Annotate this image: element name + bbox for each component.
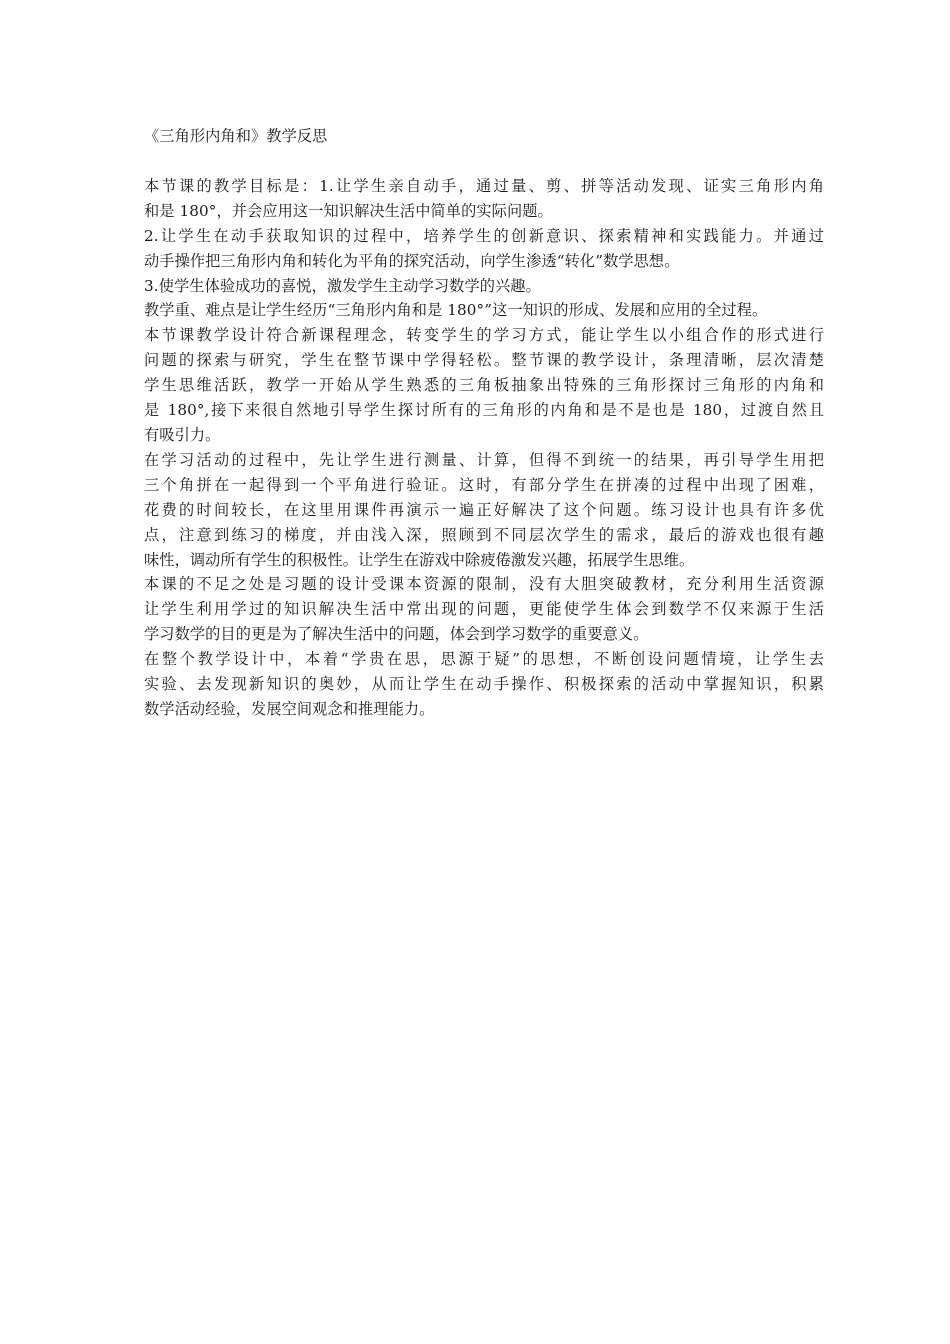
text-line: 有吸引力。 bbox=[144, 425, 221, 444]
text-line: 味性，调动所有学生的积极性。让学生在游戏中除疲倦激发兴趣，拓展学生思维。 bbox=[144, 550, 695, 569]
paragraph bbox=[144, 298, 824, 323]
text-line: 学生思维活跃，教学一开始从学生熟悉的三角板抽象出特殊的三角形探讨三角形的内角和 bbox=[144, 376, 824, 395]
text-line: 动手操作把三角形内角和转化为平角的探究活动，向学生渗透“转化”数学思想。 bbox=[144, 251, 680, 270]
text-line: 2.让学生在动手获取知识的过程中，培养学生的创新意识、探索精神和实践能力。并通过 bbox=[144, 226, 824, 245]
text-line: 在学习活动的过程中，先让学生进行测量、计算，但得不到统一的结果，再引导学生用把 bbox=[144, 450, 824, 469]
text-line: 在整个教学设计中，本着“学贵在思，思源于疑”的思想，不断创设问题情境，让学生去 bbox=[144, 650, 824, 669]
text-line: 和是 180°，并会应用这一知识解决生活中简单的实际问题。 bbox=[144, 201, 553, 220]
text-line: 3.使学生体验成功的喜悦，激发学生主动学习数学的兴趣。 bbox=[144, 276, 541, 295]
paragraph bbox=[144, 647, 824, 722]
paragraph bbox=[144, 448, 824, 573]
text-line: 点，注意到练习的梯度，并由浅入深，照顾到不同层次学生的需求，最后的游戏也很有趣 bbox=[144, 525, 824, 544]
document-body bbox=[144, 124, 824, 722]
paragraph-list bbox=[144, 174, 824, 722]
text-line: 本节课教学设计符合新课程理念，转变学生的学习方式，能让学生以小组合作的形式进行 bbox=[144, 326, 824, 345]
paragraph bbox=[144, 274, 824, 299]
text-line: 教学重、难点是让学生经历“三角形内角和是 180°”这一知识的形成、发展和应用的全过程。 bbox=[144, 301, 768, 320]
text-line: 三个角拼在一起得到一个平角进行验证。这时，有部分学生在拼凑的过程中出现了困难， bbox=[144, 475, 824, 494]
text-line: 本节课的教学目标是：1.让学生亲自动手，通过量、剪、拼等活动发现、证实三角形内角 bbox=[144, 176, 824, 195]
text-line: 学习数学的目的更是为了解决生活中的问题，体会到学习数学的重要意义。 bbox=[144, 625, 649, 644]
paragraph bbox=[144, 224, 824, 274]
text-line: 问题的探索与研究，学生在整节课中学得轻松。整节课的教学设计，条理清晰，层次清楚 bbox=[144, 351, 824, 370]
text-line: 实验、去发现新知识的奥妙，从而让学生在动手操作、积极探索的活动中掌握知识，积累 bbox=[144, 675, 824, 694]
text-line: 花费的时间较长，在这里用课件再演示一遍正好解决了这个问题。练习设计也具有许多优 bbox=[144, 500, 824, 519]
text-line: 本课的不足之处是习题的设计受课本资源的限制，没有大胆突破教材，充分利用生活资源 bbox=[144, 575, 824, 594]
text-line: 让学生利用学过的知识解决生活中常出现的问题，更能使学生体会到数学不仅来源于生活 bbox=[144, 600, 824, 619]
paragraph bbox=[144, 174, 824, 224]
paragraph bbox=[144, 323, 824, 448]
document-title: 《三角形内角和》教学反思 bbox=[144, 127, 328, 145]
text-line: 数学活动经验，发展空间观念和推理能力。 bbox=[144, 699, 435, 718]
text-line: 是 180°,接下来很自然地引导学生探讨所有的三角形的内角和是不是也是 180，过渡自然且 bbox=[144, 401, 824, 420]
paragraph bbox=[144, 572, 824, 647]
